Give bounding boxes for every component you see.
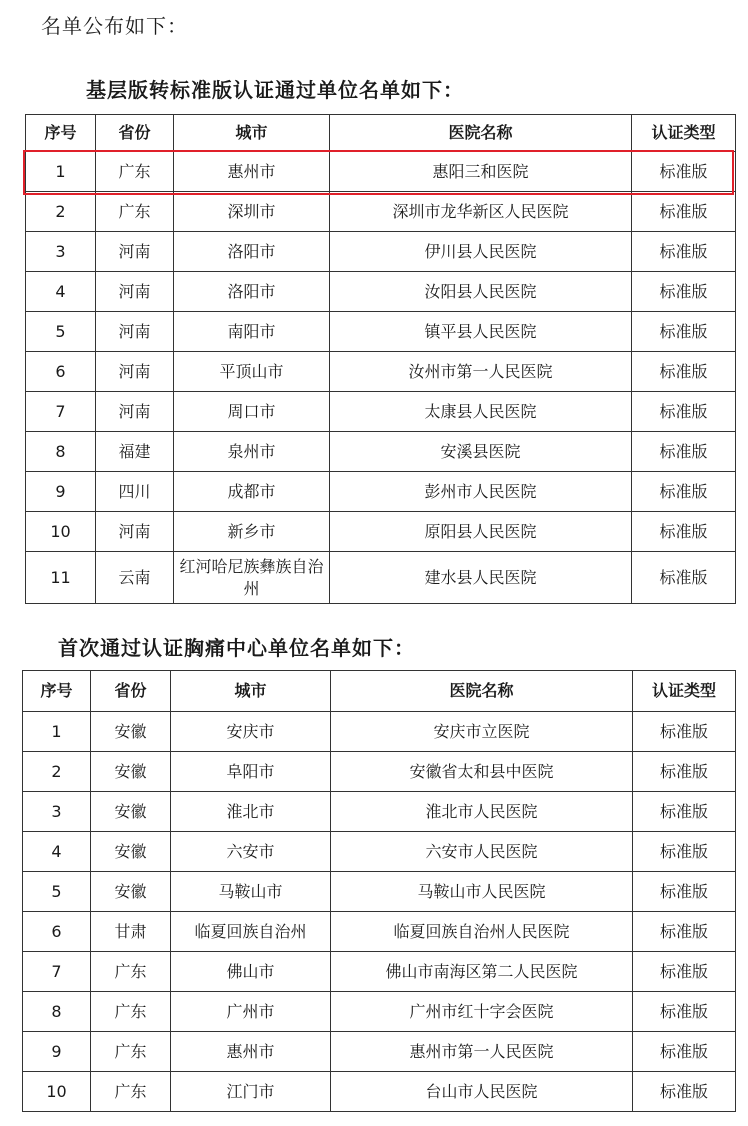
header-col-city: 城市 (174, 115, 330, 152)
cell-col-city: 安庆市 (171, 712, 331, 752)
cell-col-province: 广东 (91, 1072, 171, 1112)
cell-col-type: 标准版 (632, 312, 736, 352)
cell-col-hospital: 淮北市人民医院 (331, 792, 633, 832)
header-col-index: 序号 (26, 115, 96, 152)
cell-col-city: 马鞍山市 (171, 872, 331, 912)
cell-col-hospital: 佛山市南海区第二人民医院 (331, 952, 633, 992)
cell-col-province: 河南 (96, 312, 174, 352)
cell-col-city: 新乡市 (174, 512, 330, 552)
table-row (23, 1072, 736, 1112)
cell-col-index: 8 (23, 992, 91, 1032)
table-row (26, 192, 736, 232)
cell-col-index: 5 (23, 872, 91, 912)
cell-col-index: 4 (26, 272, 96, 312)
cell-col-index: 11 (26, 552, 96, 604)
cell-col-city: 平顶山市 (174, 352, 330, 392)
section2-table (22, 670, 736, 1112)
cell-col-type: 标准版 (632, 272, 736, 312)
cell-col-hospital: 太康县人民医院 (330, 392, 632, 432)
table-row (26, 312, 736, 352)
cell-col-city: 南阳市 (174, 312, 330, 352)
cell-col-index: 10 (23, 1072, 91, 1112)
cell-col-type: 标准版 (633, 712, 736, 752)
cell-col-index: 6 (26, 352, 96, 392)
cell-col-type: 标准版 (632, 232, 736, 272)
cell-col-city: 深圳市 (174, 192, 330, 232)
cell-col-city: 惠州市 (174, 152, 330, 192)
cell-col-hospital: 镇平县人民医院 (330, 312, 632, 352)
section2-title: 首次通过认证胸痛中心单位名单如下： (58, 636, 415, 660)
cell-col-hospital: 惠州市第一人民医院 (331, 1032, 633, 1072)
table-row (23, 712, 736, 752)
cell-col-index: 9 (26, 472, 96, 512)
cell-col-type: 标准版 (632, 352, 736, 392)
header-col-city: 城市 (171, 671, 331, 712)
table-row (26, 352, 736, 392)
table-header-row (23, 671, 736, 712)
cell-col-hospital: 安庆市立医院 (331, 712, 633, 752)
cell-col-city: 佛山市 (171, 952, 331, 992)
header-col-type: 认证类型 (633, 671, 736, 712)
cell-col-city: 洛阳市 (174, 232, 330, 272)
cell-col-province: 甘肃 (91, 912, 171, 952)
cell-col-province: 河南 (96, 512, 174, 552)
section1-table (25, 114, 736, 604)
cell-col-type: 标准版 (633, 912, 736, 952)
table-row (23, 912, 736, 952)
cell-col-hospital: 马鞍山市人民医院 (331, 872, 633, 912)
cell-col-index: 8 (26, 432, 96, 472)
cell-col-province: 云南 (96, 552, 174, 604)
section1-title: 基层版转标准版认证通过单位名单如下： (86, 78, 464, 102)
cell-col-type: 标准版 (632, 192, 736, 232)
cell-col-type: 标准版 (632, 512, 736, 552)
cell-col-province: 广东 (91, 992, 171, 1032)
cell-col-hospital: 惠阳三和医院 (330, 152, 632, 192)
cell-col-city: 阜阳市 (171, 752, 331, 792)
cell-col-city: 惠州市 (171, 1032, 331, 1072)
cell-col-type: 标准版 (632, 152, 736, 192)
cell-col-type: 标准版 (632, 472, 736, 512)
cell-col-province: 广东 (96, 152, 174, 192)
cell-col-hospital: 彭州市人民医院 (330, 472, 632, 512)
header-col-hospital: 医院名称 (330, 115, 632, 152)
cell-col-index: 5 (26, 312, 96, 352)
cell-col-hospital: 建水县人民医院 (330, 552, 632, 604)
header-col-province: 省份 (96, 115, 174, 152)
cell-col-index: 2 (26, 192, 96, 232)
cell-col-province: 安徽 (91, 752, 171, 792)
cell-col-hospital: 安徽省太和县中医院 (331, 752, 633, 792)
cell-col-hospital: 伊川县人民医院 (330, 232, 632, 272)
cell-col-hospital: 临夏回族自治州人民医院 (331, 912, 633, 952)
table-row (23, 792, 736, 832)
cell-col-hospital: 原阳县人民医院 (330, 512, 632, 552)
header-col-type: 认证类型 (632, 115, 736, 152)
cell-col-type: 标准版 (633, 1032, 736, 1072)
intro-text: 名单公布如下： (41, 14, 188, 38)
cell-col-type: 标准版 (632, 392, 736, 432)
header-col-index: 序号 (23, 671, 91, 712)
cell-col-city: 六安市 (171, 832, 331, 872)
cell-col-type: 标准版 (632, 552, 736, 604)
cell-col-type: 标准版 (633, 872, 736, 912)
table-row (23, 1032, 736, 1072)
cell-col-type: 标准版 (633, 1072, 736, 1112)
cell-col-type: 标准版 (633, 792, 736, 832)
header-col-province: 省份 (91, 671, 171, 712)
cell-col-province: 河南 (96, 272, 174, 312)
cell-col-type: 标准版 (633, 832, 736, 872)
cell-col-index: 9 (23, 1032, 91, 1072)
table-row (26, 272, 736, 312)
cell-col-index: 7 (26, 392, 96, 432)
table-row (26, 512, 736, 552)
table-row (26, 152, 736, 192)
cell-col-province: 广东 (91, 1032, 171, 1072)
cell-col-hospital: 六安市人民医院 (331, 832, 633, 872)
table-row (23, 752, 736, 792)
cell-col-index: 4 (23, 832, 91, 872)
cell-col-index: 1 (26, 152, 96, 192)
cell-col-province: 安徽 (91, 832, 171, 872)
cell-col-province: 河南 (96, 392, 174, 432)
table-row (26, 392, 736, 432)
cell-col-hospital: 汝阳县人民医院 (330, 272, 632, 312)
cell-col-index: 3 (23, 792, 91, 832)
table-header-row (26, 115, 736, 152)
cell-col-hospital: 广州市红十字会医院 (331, 992, 633, 1032)
table-row (26, 472, 736, 512)
table-row (23, 832, 736, 872)
cell-col-hospital: 汝州市第一人民医院 (330, 352, 632, 392)
cell-col-type: 标准版 (633, 752, 736, 792)
table-row (23, 992, 736, 1032)
cell-col-city: 泉州市 (174, 432, 330, 472)
cell-col-city: 周口市 (174, 392, 330, 432)
cell-col-province: 安徽 (91, 792, 171, 832)
cell-col-hospital: 深圳市龙华新区人民医院 (330, 192, 632, 232)
cell-col-index: 2 (23, 752, 91, 792)
cell-col-province: 四川 (96, 472, 174, 512)
cell-col-province: 广东 (96, 192, 174, 232)
cell-col-type: 标准版 (632, 432, 736, 472)
cell-col-index: 3 (26, 232, 96, 272)
cell-col-province: 河南 (96, 232, 174, 272)
cell-col-city: 洛阳市 (174, 272, 330, 312)
cell-col-index: 1 (23, 712, 91, 752)
cell-col-city: 江门市 (171, 1072, 331, 1112)
cell-col-index: 6 (23, 912, 91, 952)
cell-col-province: 河南 (96, 352, 174, 392)
cell-col-type: 标准版 (633, 992, 736, 1032)
cell-col-hospital: 台山市人民医院 (331, 1072, 633, 1112)
cell-col-city: 临夏回族自治州 (171, 912, 331, 952)
header-col-hospital: 医院名称 (331, 671, 633, 712)
cell-col-province: 安徽 (91, 872, 171, 912)
cell-col-city: 淮北市 (171, 792, 331, 832)
cell-col-index: 7 (23, 952, 91, 992)
table-row (23, 952, 736, 992)
cell-col-city: 广州市 (171, 992, 331, 1032)
cell-col-city: 成都市 (174, 472, 330, 512)
cell-col-city: 红河哈尼族彝族自治州 (174, 552, 330, 604)
table-row (23, 872, 736, 912)
cell-col-province: 安徽 (91, 712, 171, 752)
cell-col-type: 标准版 (633, 952, 736, 992)
table-row (26, 432, 736, 472)
cell-col-province: 广东 (91, 952, 171, 992)
cell-col-province: 福建 (96, 432, 174, 472)
table-row (26, 232, 736, 272)
table-row (26, 552, 736, 604)
cell-col-hospital: 安溪县医院 (330, 432, 632, 472)
cell-col-index: 10 (26, 512, 96, 552)
